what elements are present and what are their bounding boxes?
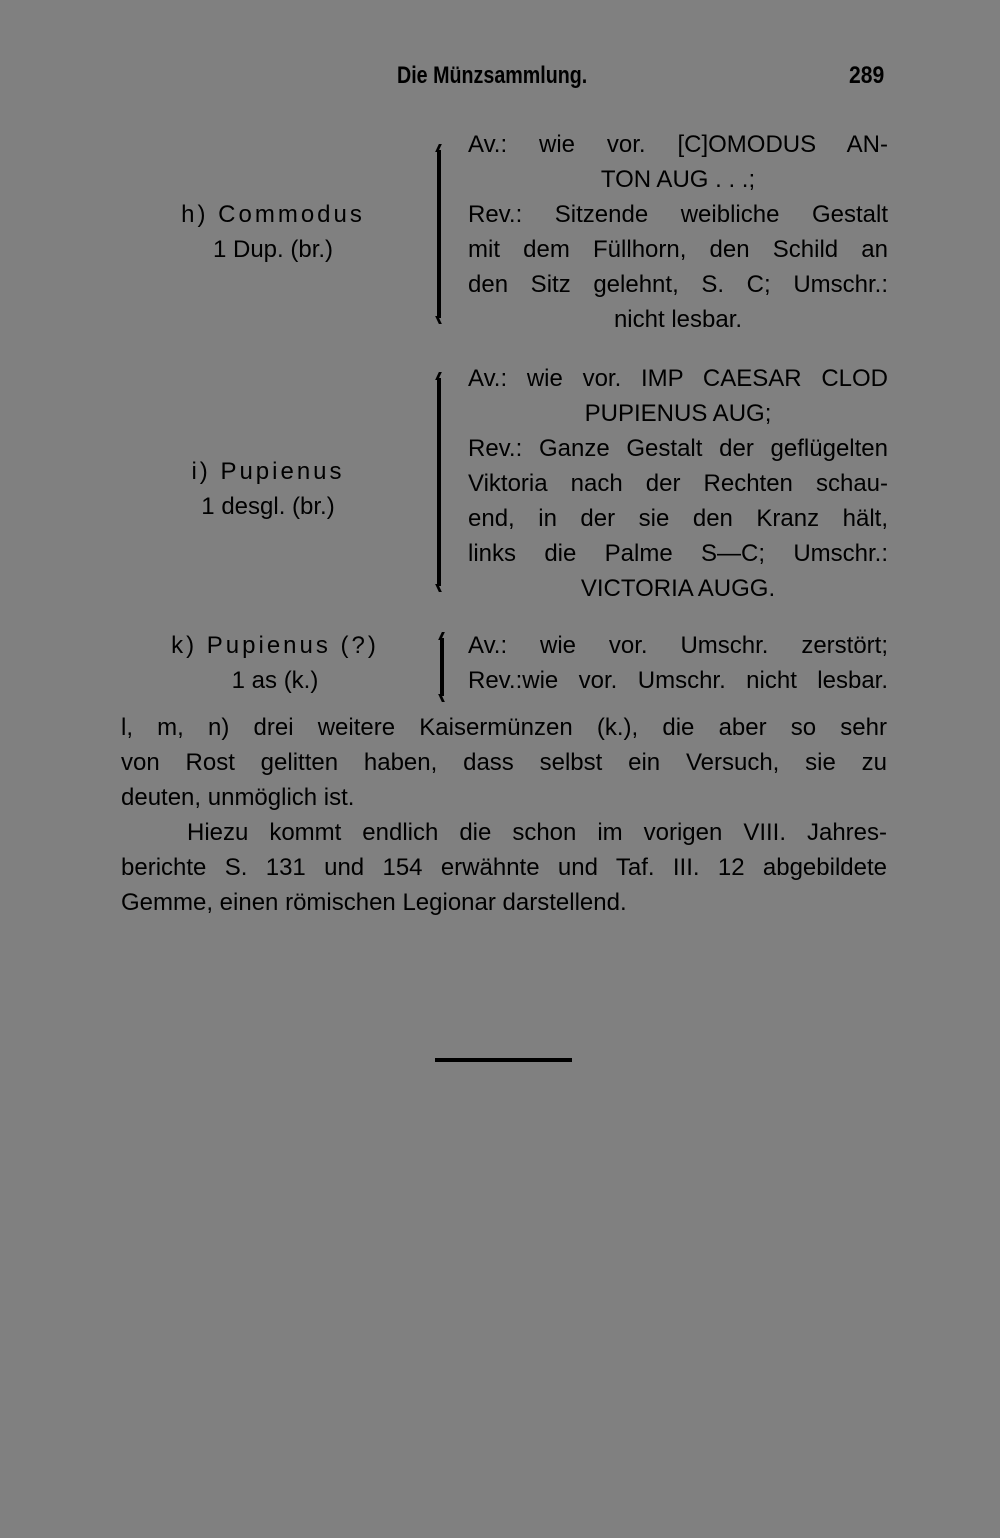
description-line: Av.: wie vor. [C]OMODUS AN- xyxy=(468,131,888,158)
coin-denomination: 1 desgl. (br.) xyxy=(201,493,335,520)
coin-description xyxy=(468,127,888,337)
coin-denomination: 1 as (k.) xyxy=(231,667,319,694)
running-title: Die Münzsammlung. xyxy=(397,62,588,89)
entry-label xyxy=(168,197,378,267)
page-header xyxy=(0,62,1000,102)
brace xyxy=(437,150,449,318)
description-line: Viktoria nach der Rechten schau- xyxy=(468,470,888,497)
paragraph-line: l, m, n) drei weitere Kaisermünzen (k.), die aber so sehr xyxy=(121,714,887,741)
closing-rule xyxy=(435,1058,572,1062)
body-paragraph-2 xyxy=(121,815,887,920)
description-line: TON AUG . . .; xyxy=(600,166,756,193)
coin-description xyxy=(468,361,888,606)
description-line: links die Palme S—C; Umschr.: xyxy=(468,540,888,567)
description-line: Rev.:wie vor. Umschr. nicht lesbar. xyxy=(468,667,888,694)
coin-denomination: 1 Dup. (br.) xyxy=(212,236,334,263)
body-paragraph-1 xyxy=(121,710,887,815)
coin-description xyxy=(468,628,888,698)
description-line: Av.: wie vor. IMP CAESAR CLOD xyxy=(468,365,888,392)
coin-ruler: h) Commodus xyxy=(181,201,365,228)
description-line: Rev.: Ganze Gestalt der geflügelten xyxy=(468,435,888,462)
description-line: end, in der sie den Kranz hält, xyxy=(468,505,888,532)
paragraph-line: deuten, unmöglich ist. xyxy=(121,784,355,811)
description-line: mit dem Füllhorn, den Schild an xyxy=(468,236,888,263)
paragraph-line: von Rost gelitten haben, dass selbst ein Versuch, sie zu xyxy=(121,749,887,776)
entry-label xyxy=(163,454,373,524)
paragraph-line: Hiezu kommt endlich die schon im vorigen VIII. Jahres- xyxy=(187,819,887,846)
coin-ruler: i) Pupienus xyxy=(191,458,345,485)
description-line: den Sitz gelehnt, S. C; Umschr.: xyxy=(468,271,888,298)
description-line: VICTORIA AUGG. xyxy=(580,575,776,602)
page-number: 289 xyxy=(849,62,885,89)
description-line: nicht lesbar. xyxy=(613,306,743,333)
description-line: Rev.: Sitzende weibliche Gestalt xyxy=(468,201,888,228)
description-line: PUPIENUS AUG; xyxy=(584,400,772,427)
description-line: Av.: wie vor. Umschr. zerstört; xyxy=(468,632,888,659)
paragraph-line: Gemme, einen römischen Legionar darstellend. xyxy=(121,889,627,916)
brace xyxy=(437,378,449,586)
entry-label xyxy=(155,628,395,698)
paragraph-line: berichte S. 131 und 154 erwähnte und Taf. III. 12 abgebildete xyxy=(121,854,887,881)
coin-ruler: k) Pupienus (?) xyxy=(171,632,379,659)
brace xyxy=(440,638,452,696)
